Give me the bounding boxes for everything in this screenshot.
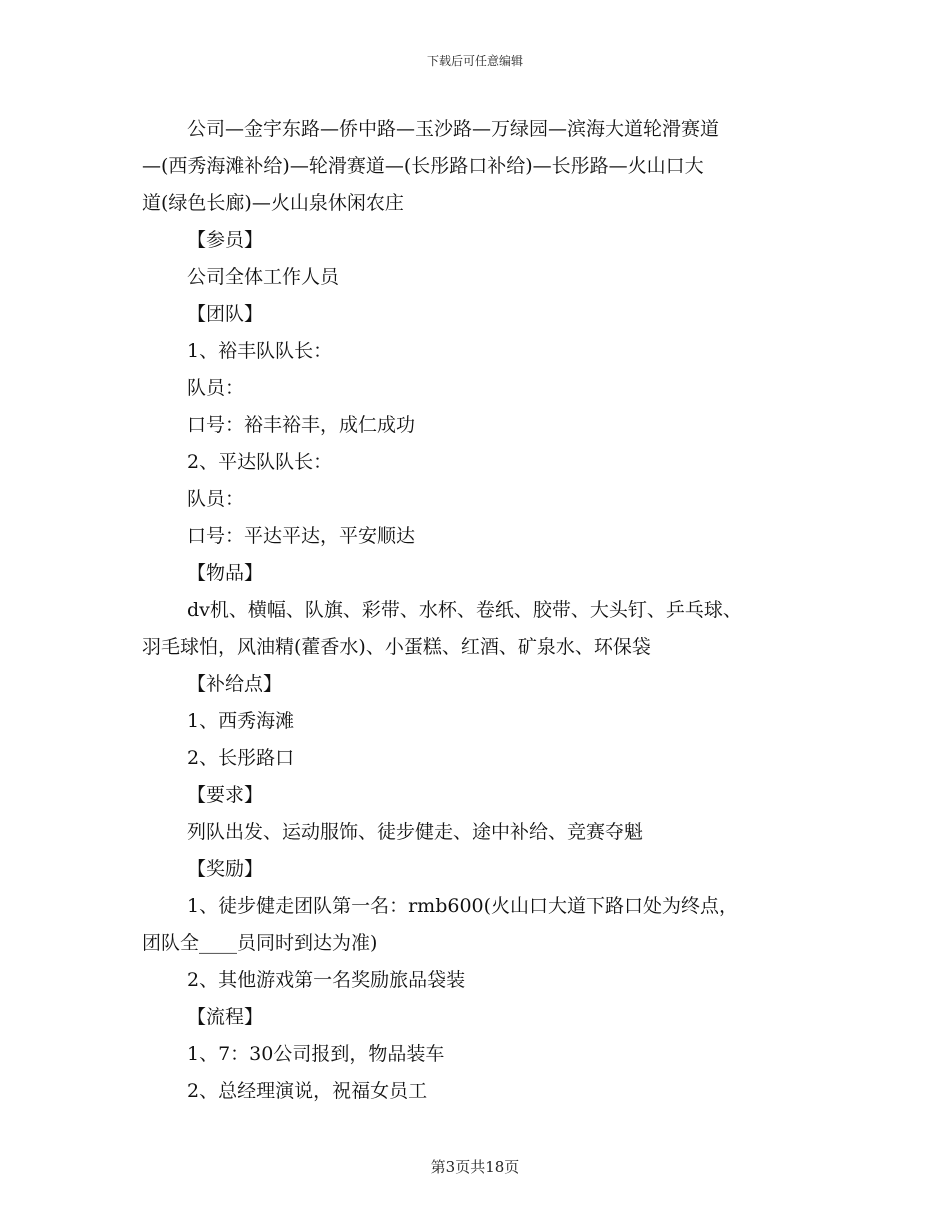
participants-heading: 【参员】 (187, 229, 264, 251)
rewards-heading: 【奖励】 (187, 858, 264, 880)
items-heading: 【物品】 (187, 562, 264, 584)
route-paragraph (142, 111, 822, 222)
team1-slogan: 口号：裕丰裕丰，成仁成功 (187, 414, 416, 436)
page-header: 下载后可任意编辑 (426, 54, 523, 68)
supply-heading: 【补给点】 (187, 673, 283, 695)
route-line-3: 道(绿色长廊)—火山泉休闲农庄 (142, 192, 404, 214)
reward-2: 2、其他游戏第一名奖励旅品袋装 (187, 969, 466, 991)
items-paragraph (142, 592, 822, 666)
team1-leader: 1、裕丰队队长： (187, 340, 333, 362)
process-step-2: 2、总经理演说，祝福女员工 (187, 1080, 428, 1102)
reward-1-line-1: 1、徒步健走团队第一名：rmb600(火山口大道下路口处为终点， (187, 895, 739, 917)
supply-point-1: 1、西秀海滩 (187, 710, 295, 732)
reward-1-line-2: 团队全____员同时到达为准) (142, 932, 378, 954)
team2-leader: 2、平达队队长： (187, 451, 333, 473)
requirements-heading: 【要求】 (187, 784, 264, 806)
participants-text: 公司全体工作人员 (187, 266, 340, 288)
team2-slogan: 口号：平达平达，平安顺达 (187, 525, 416, 547)
route-line-1: 公司—金宇东路—侨中路—玉沙路—万绿园—滨海大道轮滑赛道 (187, 118, 720, 140)
items-line-2: 羽毛球怕，风油精(藿香水)、小蛋糕、红酒、矿泉水、环保袋 (142, 636, 651, 658)
supply-point-2: 2、长彤路口 (187, 747, 295, 769)
team1-members: 队员： (187, 377, 245, 399)
team2-members: 队员： (187, 488, 245, 510)
requirements-text: 列队出发、运动服饰、徒步健走、途中补给、竞赛夺魁 (187, 821, 644, 843)
team-heading: 【团队】 (187, 303, 264, 325)
process-heading: 【流程】 (187, 1006, 264, 1028)
items-line-1: dv机、横幅、队旗、彩带、水杯、卷纸、胶带、大头钉、乒乓球、 (187, 599, 742, 621)
route-line-2: —(西秀海滩补给)—轮滑赛道—(长彤路口补给)—长彤路—火山口大 (142, 155, 704, 177)
process-step-1: 1、7：30公司报到，物品装车 (187, 1043, 445, 1065)
page-footer: 第3页共18页 (430, 1158, 520, 1176)
document-body (142, 111, 822, 1110)
reward-1-paragraph (142, 888, 822, 962)
